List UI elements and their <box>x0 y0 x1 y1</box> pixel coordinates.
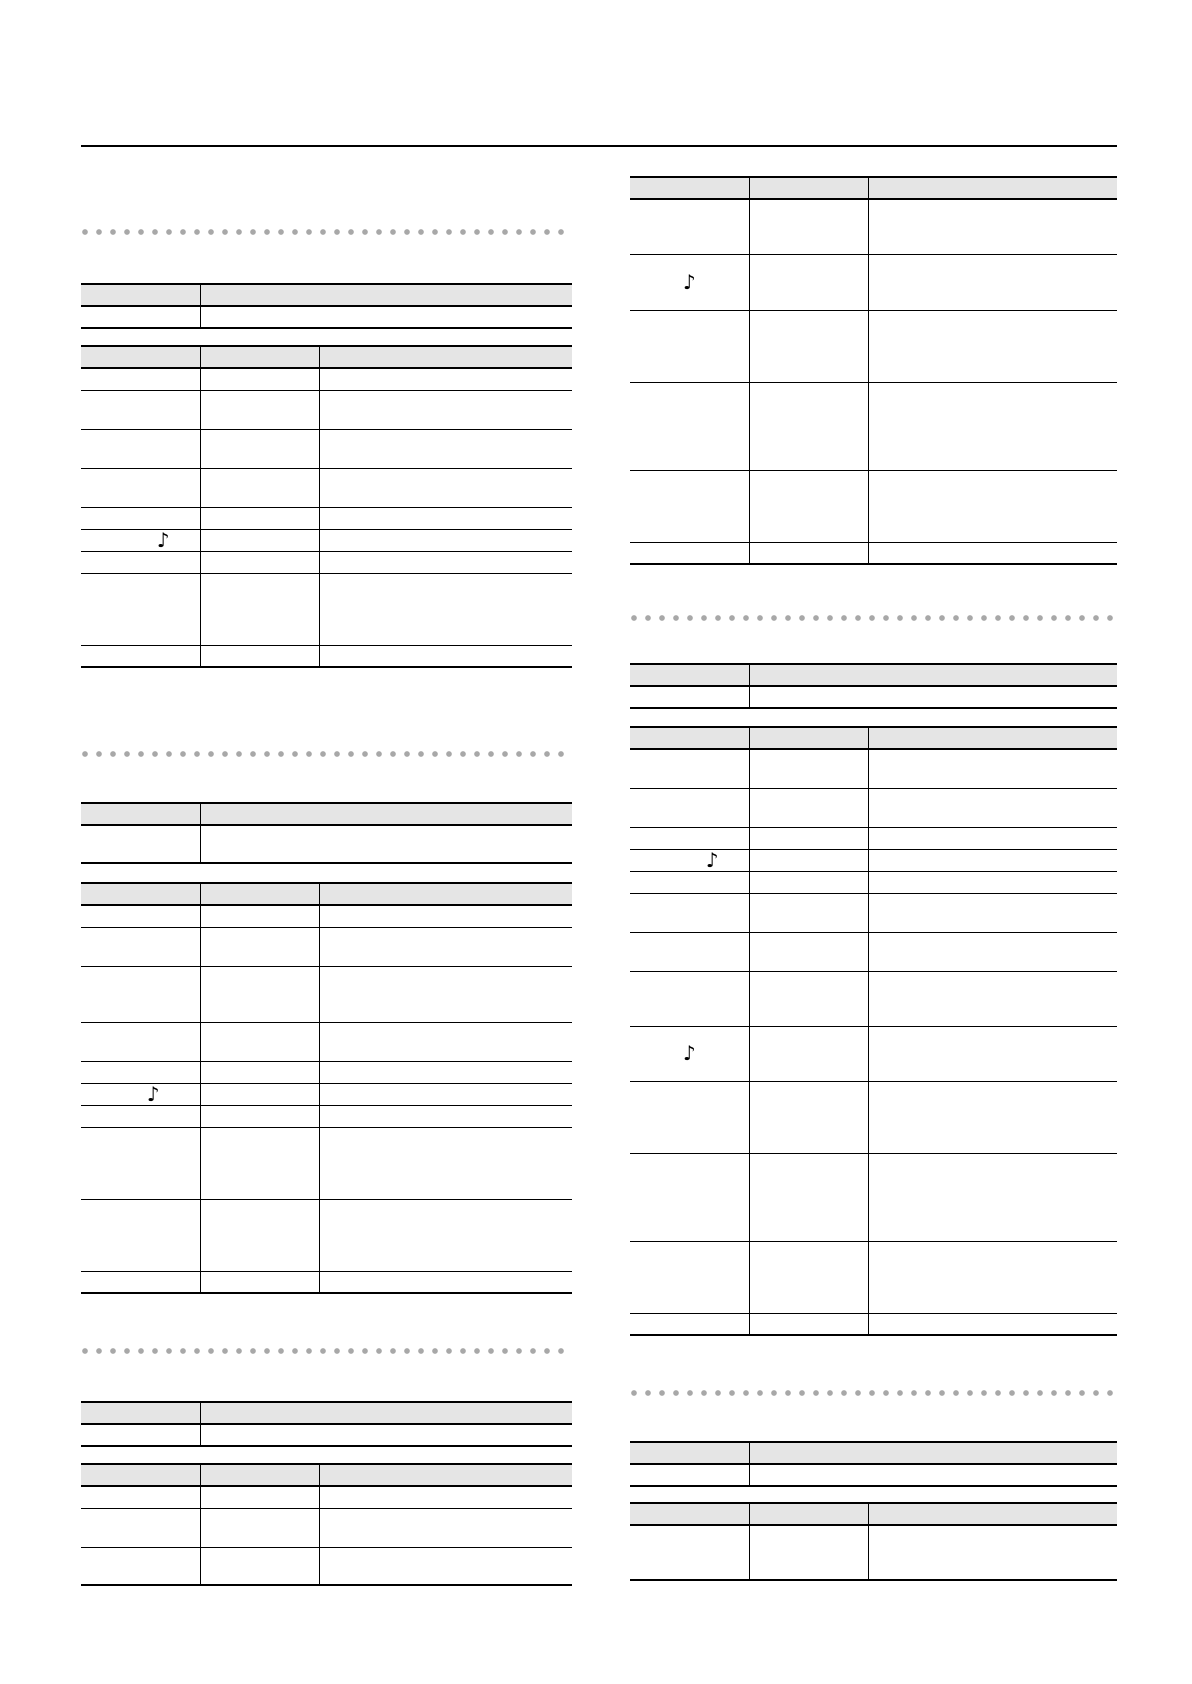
right-table-2b <box>630 1502 1117 1581</box>
eighth-note-icon: ♪ <box>682 269 696 294</box>
header-rule <box>81 145 1117 147</box>
section-divider-5 <box>627 1389 1117 1397</box>
section-divider-2 <box>78 750 572 758</box>
eighth-note-icon: ♪ <box>156 527 170 552</box>
left-table-2a <box>81 802 572 864</box>
eighth-note-icon: ♪ <box>682 1041 696 1065</box>
left-table-3b <box>81 1463 572 1586</box>
eighth-note-icon: ♪ <box>705 847 719 872</box>
section-divider-4 <box>627 614 1117 622</box>
left-table-1b <box>81 345 572 668</box>
section-divider-1 <box>78 228 572 236</box>
left-table-1a <box>81 283 572 329</box>
right-table-2a <box>630 1441 1117 1487</box>
left-table-3a <box>81 1401 572 1447</box>
left-table-2b <box>81 882 572 1294</box>
right-table-1b <box>630 726 1117 1336</box>
section-divider-3 <box>78 1347 572 1355</box>
right-table-0 <box>630 176 1117 565</box>
eighth-note-icon: ♪ <box>146 1081 160 1106</box>
right-table-1a <box>630 663 1117 709</box>
